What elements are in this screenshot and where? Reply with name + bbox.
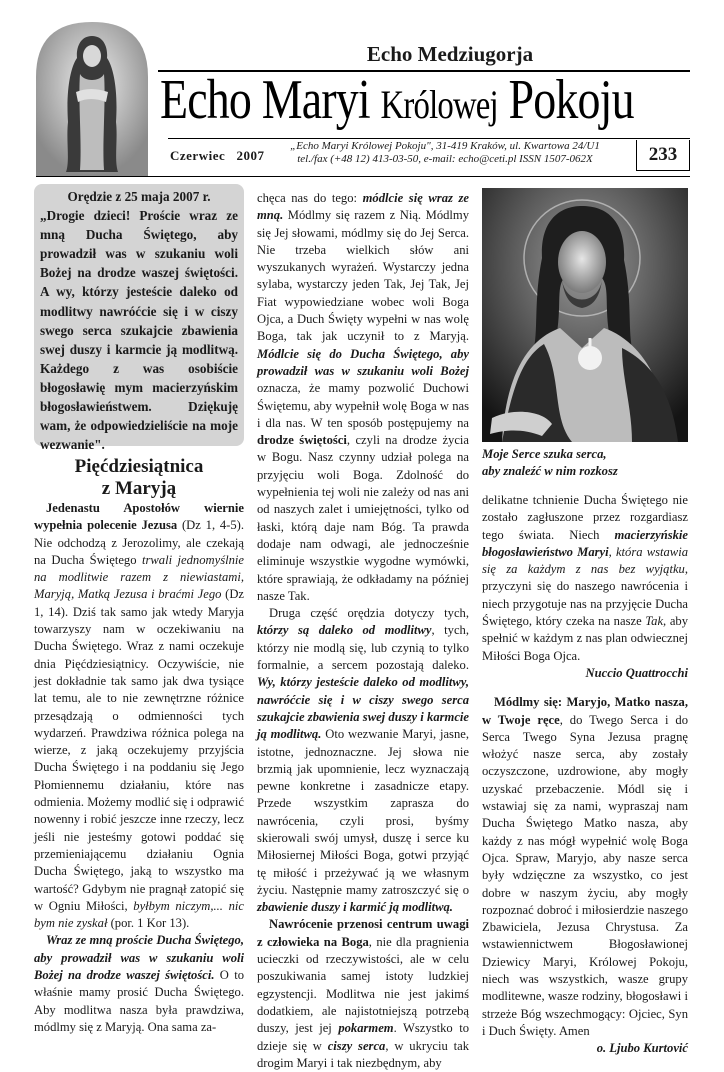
message-title: Orędzie z 25 maja 2007 r. [67,189,211,204]
article-paragraph [34,500,244,932]
text: oznacza, że mamy pozwolić Duchowi Świętemu, aby wypełnił wolę Boga w nas i dla nas. W ten sposób postępujemy na [257,381,469,430]
madonna-statue-image [36,22,148,176]
text: , w ukryciu tak drogim Maryi i tak niezbędnym, aby [257,1038,470,1070]
text-bold: Nawrócenie przenosi centrum uwagi z człowieka na Boga [257,917,469,949]
series-title: Echo Medziugorja [366,42,534,66]
text-bold-italic: Wy, którzy jesteście daleko od modlitwy, nawróćcie się i w ciszy swego serca szukajcie zbawienia swej duszy i karmcie ją modlitwą. [257,675,469,742]
article-paragraph [257,605,469,916]
text: , przyczyni się do naszego nawrócenia i niech przygotuje nas na przyjęcie Ducha Świętego, który czeka na nasze [482,562,688,629]
text-italic: , która wstawia się za każdym z nas bez wyjątku [482,544,689,577]
text-bold-italic: Wraz ze mną proście Ducha Świętego, aby prowadził was w szukaniu woli Bożej na drodze waszej świętości. [34,933,244,983]
text: (Dz 1, 14). Dziś tak samo jak wtedy Maryja towarzyszy nam w oczekiwaniu na Ducha Świętego. Wraz z nami oczekuje dnia Pięćdziesiątnicy. Oczywiście, nie jest dokładnie tak samo jak dwa tysiące lat temu, ale to nie zewnętrzne różnice przesądzają o odmienności tych wydarzeń. Prawdziwa różnica polega na wierze, z jaką oczekujemy przyjścia Ducha Świętego i na poddaniu się Jego Płomiennemu działaniu, które nas odmienia. Możemy modlić się i odprawić nowenny i robić jeszcze inne rzeczy, lecz jeśli nie jesteśmy gotowi poddać się przemieniającemu działaniu Ognia Ducha Świętego, jaką to wszystko ma wartość? Gdybym nie pragnął zatopić się w Ogniu Miłości, [34,587,244,913]
issue-date: Czerwiec 2007 [170,148,265,163]
article-title-line1: Pięćdziesiątnica [74,456,204,477]
text-bold: Jedenastu Apostołów wiernie wypełnia polecenie Jezusa [34,501,244,533]
header-rule-middle [36,176,690,177]
text-bold: Módlmy się: Maryjo, Matko nasza, w Twoje ręce [482,695,688,727]
text: chęca nas do tego: [257,191,363,205]
text-bold-italic: Módlcie się do Ducha Świętego, aby prowadził was w szukaniu woli Bożej [257,346,469,378]
prayer-paragraph [482,694,688,1040]
article-column-1 [34,500,244,1036]
author-signature: Nuccio Quattrocchi [585,665,688,680]
text: , do Twego Serca i do Serca Twego Syna Jezusa pragnę włożyć nasze serca, aby zostały oczyszczone, uzdrowione, aby mogły uzyskać przebaczenie. Módl się i wstawiaj się za nami, wypraszaj nam Ducha Świętego Matko nasza, aby każdy z nas mógł wypełnić wolę Boga Ojca. Spraw, Maryjo, aby nasze serca były wdzięczne za wszystko, co jest dobre w naszym życiu, aby mogły rozpoznać dobroć i miłosierdzie naszego Zbawiciela, Jezusa Chrystusa. Za wstawiennictwem Błogosławionej Dziewicy Maryi, Królowej Pokoju, niech was wszystkich, wasze grupy modlitewne, wasze rodziny, błogosławi i strzeże Bóg wszechmogący: Ojciec, Syn i Duch Święty. Amen [482,712,688,1038]
article-paragraph [34,932,244,1036]
text: , tych, którzy nie modlą się, lub czynią to tylko formalnie, a sercem pozostają daleko. [257,623,469,673]
masthead-title [160,68,692,140]
text: Oto wezwanie Maryi, jasne, istotne, jednoznaczne. Jej słowa nie brzmią jak upomnienie, lecz wyznaczają pewne konkretne i zasadnicze etapy. Przede wszystkim zaprasza do nawrócenia, czyli prosi, byśmy skierowali swój umysł, duszę i serce ku Miłosiernej Miłości Boga, gotwi przyjąć tę miłość i przeżywać ją we własnym życiu. Następnie mamy zatroszczyć się o [257,727,469,897]
message-content [40,187,238,454]
text: Druga część orędzia dotyczy tych, [269,606,469,621]
masthead-word-end: Pokoju [508,69,634,131]
masthead-word-main: Echo Maryi [160,69,370,131]
text: Módlmy się razem z Nią. Módlmy się Jej słowami, módlmy się do Jej Serca. Nie trzeba wielkich słów ani wyszukanych wyrażeń. Wystarczy jedna sylaba, wystarczy jeden Tak, Jej Tak, Jej Fiat wypowiedziane wobec woli Boga Ojca, a Duch Święty wypełni w nas wolę Boga, tak jak uczynił to z Maryją. [257,208,469,344]
text-bold: drodze świętości [257,433,347,448]
contact-address: „Echo Maryi Królowej Pokoju", 31-419 Kraków, ul. Kwartowa 24/U1 [290,140,600,152]
article-title [34,456,244,500]
contact-phone-email: tel./fax (+48 12) 413-03-50, e-mail: echo@ceti.pl ISSN 1507-062X [297,153,593,165]
text-italic: Tak [645,614,664,629]
article-paragraph [482,492,688,665]
caption-line2: aby znaleźć w nim rozkosz [482,464,618,478]
text: , nie dla pragnienia ucieczki od rzeczywistości, ale w celu poszukiwania samej istoty ludzkiej egzystencji. Modlitwa nie jest jakimś dodatkiem, ale najistotniejszą potrzebą duszy, jest jej [257,934,470,1036]
text: , aby spełnić w każdym z nas plan odwiecznej Miłości Boga Ojca. [482,614,688,663]
author-signature: o. Ljubo Kurtović [596,1041,688,1056]
article-column-3 [482,492,688,1058]
text-bold-italic: ciszy serca [327,1038,386,1053]
masthead-word-mid: Królowej [380,82,498,127]
spacer [482,682,688,694]
article-title-line2: z Maryją [101,478,177,499]
text-italic: byłbym niczym,... nic bym nie zyskał [34,898,244,931]
text-bold-italic: którzy są daleko od modlitwy [257,623,432,638]
text: , czyli na drodze życia w Bogu. Nasz czynny udział polega na przyjęciu woli Boga. Zdolność do wypełnienia tej woli nie zależy od nas ani od naszych zalet i umiejętności, tylko od łaski, którą daje nam Bóg. Ta prawda dodaje nam odwagi, ale jednocześnie eliminuje wszystkie wygodne wymówki, które sprawiają, że odkładamy na później nasze Tak. [257,433,470,603]
text: O to właśnie mamy prosić Ducha Świętego. Aby modlitwa nasza była prawdziwa, módlmy się z Maryją. Ona sama za- [34,968,244,1034]
article-paragraph [257,916,469,1072]
message-text: „Drogie dzieci! Proście wraz ze mną Ducha Świętego, aby prowadził was w szukaniu woli Bożej na drodze waszej świętości. A wy, którzy jesteście daleko od modlitwy nawróćcie się i w ciszy swego serca szukajcie zbawienia swej duszy i karmcie ją modlitwą. Każdego z was osobiście błogosławię mym macierzyńskim błogosławieństwem. Dziękuję wam, że odpowiedzieliście na moje wezwanie". [40,208,238,453]
masthead-main [160,68,634,132]
text-bold-italic: macierzyńskie błogosławieństwo Maryi [482,527,688,559]
image-caption [482,446,688,480]
text: . Wszystko to dzieje się w [257,1021,469,1053]
text-bold-italic: zbawienie duszy i karmić ją modlitwą. [257,900,453,915]
text-italic: trwali jednomyślnie na modlitwie razem z niewiastami, Maryją, Matką Jezusa i braćmi Jego [34,552,244,602]
sacred-heart-jesus-image [482,188,688,442]
header-rule-bottom [168,138,690,139]
text-bold-italic: pokarmem [338,1021,394,1036]
text-bold-italic: módlcie się wraz ze mną. [257,191,469,223]
article-paragraph [257,190,469,605]
caption-line1: Moje Serce szuka serca, [482,447,607,461]
article-column-2 [257,190,469,1072]
issue-number: 233 [636,140,690,171]
text: (por. 1 Kor 13). [107,916,190,931]
text: delikatne tchnienie Ducha Świętego nie zostało zagłuszone przez rozgardiasz tego świata. Niech [482,493,688,542]
contact-info [272,140,618,166]
text: (Dz 1, 4-5). Nie odchodzą z Jerozolimy, ale czekają na Ducha Świętego [34,518,245,567]
